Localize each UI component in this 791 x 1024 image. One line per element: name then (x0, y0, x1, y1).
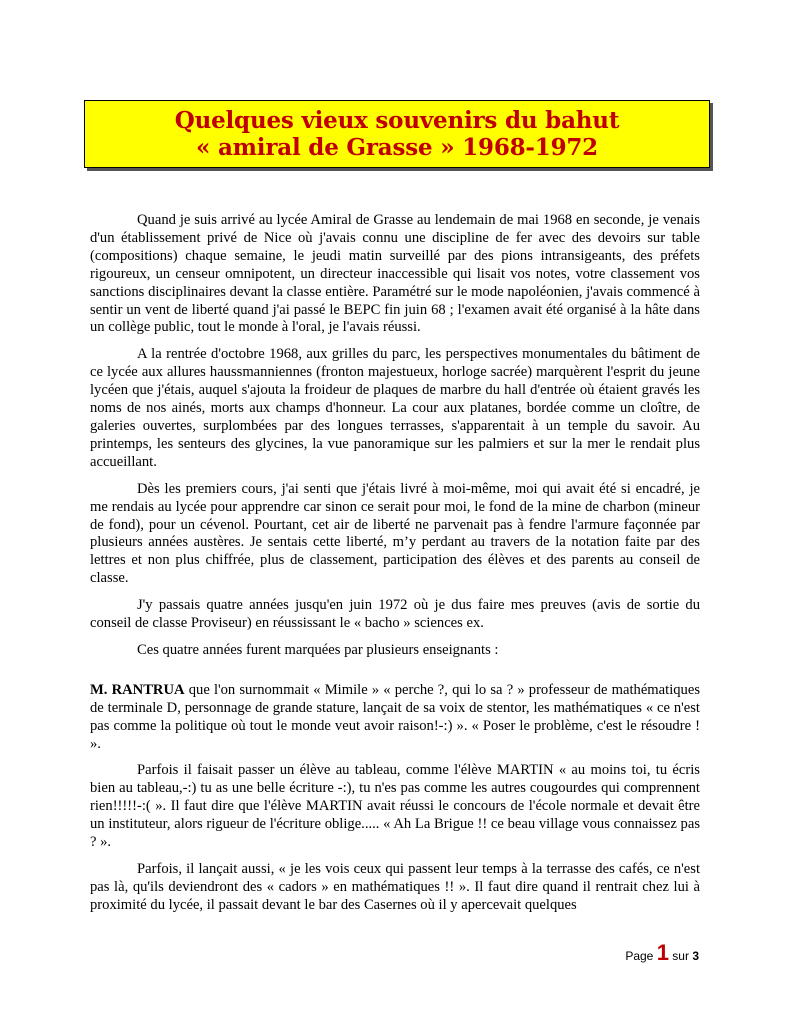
sur-label: sur (672, 949, 689, 963)
paragraph-rantrua (90, 682, 700, 754)
rantrua-text: que l'on surnommait « Mimile » « perche ?, qui lo sa ? » professeur de mathématiques de terminale D, personnage de grande stature, lançait de sa voix de stentor, les mathématiques « ce n'est pas comme la politique où tout le monde veut avoir raison!-:) ». « Poser le problème, c'est le résoudre ! ». (90, 681, 700, 752)
page-number: 1 (656, 940, 669, 965)
title-line-2: « amiral de Grasse » 1968-1972 (195, 134, 598, 161)
teacher-name: M. RANTRUA (90, 681, 185, 698)
paragraph-enseignants: Ces quatre années furent marquées par plusieurs enseignants : (137, 641, 499, 658)
document-body (90, 212, 700, 924)
paragraph-quatre-annees: J'y passais quatre années jusqu'en juin 1972 où je dus faire mes preuves (avis de sortie du conseil de classe Proviseur) en réussissant le « bacho » sciences ex. (90, 597, 700, 632)
paragraph-premiers-cours: Dès les premiers cours, j'ai senti que j'étais livré à moi-même, moi qui avait été si encadré, je me rendais au lycée pour apprendre car sinon ce serait pour moi, le fond de la mine de charbon (mineur de fond), pour un cévenol. Pourtant, cet air de liberté ne parvenait pas à fendre l'armure façonnée par plusieurs années austères. Je sentais cette liberté, m’y perdant au travers de la notation faite par des lettres et non plus chiffrée, plus de classement, participation des élèves et des parents au conseil de classe. (90, 480, 700, 587)
paragraph-arrival: Quand je suis arrivé au lycée Amiral de Grasse au lendemain de mai 1968 en seconde, je venais d'un établissement privé de Nice où j'avais connu une discipline de fer avec des devoirs sur table (compositions) chaque semaine, le jeudi matin surveillé par des pions intransigeants, des préfets rigoureux, un censeur omnipotent, un directeur inaccessible qui lisait vos notes, votre classement vos sanctions disciplinaires devant la classe entière. Paramétré sur le mode napoléonien, j'avais commencé à sentir un vent de liberté quand j'ai passé le BEPC fin juin 68 ; l'examen avait été organisé à la hâte dans un collège public, tout le monde à l'oral, je l'avais réussi. (90, 212, 700, 336)
paragraph-rentree: A la rentrée d'octobre 1968, aux grilles du parc, les perspectives monumentales du bâtiment de ce lycée aux allures haussmanniennes (fronton majestueux, horloge sacrée) marquèrent l'esprit du jeune lycéen que j'étais, auquel s'ajouta la froideur de plaques de marbre du hall d'entrée où étaient gravés les noms de nos ainés, morts aux champs d'honneur. La cour aux platanes, bordée comme un cloître, de galeries ouvertes, surplombées par des longues terrasses, s'apparentait à un temple du savoir. Au printemps, les senteurs des glycines, la vue panoramique sur les palmiers et sur la mer le rendait plus accueillant. (90, 346, 700, 470)
total-pages: 3 (692, 949, 699, 963)
page-label: Page (625, 949, 654, 963)
paragraph-cafes: Parfois, il lançait aussi, « je les vois ceux qui passent leur temps à la terrasse des cafés, ce n'est pas là, qu'ils deviendront des « cadors » en mathématiques !! ». Il faut dire quand il rentrait chez lui à proximité du lycée, il passait devant le bar des Casernes où il y apercevait quelques (90, 861, 700, 913)
page-footer (625, 940, 699, 966)
paragraph-martin: Parfois il faisait passer un élève au tableau, comme l'élève MARTIN « au moins toi, tu écris bien au tableau,-:) tu as une belle écriture -:), tu n'es pas comme les autres cougourdes qui comprennent rien!!!!!-:( ». Il faut dire que l'élève MARTIN avait réussi le concours de l'école normale et devait être un instituteur, alors rigueur de l'écriture oblige..... « Ah La Brigue !! ce beau village vous connaissez pas ? ». (90, 762, 700, 851)
title-box (84, 100, 710, 168)
title-line-1: Quelques vieux souvenirs du bahut (174, 107, 620, 134)
